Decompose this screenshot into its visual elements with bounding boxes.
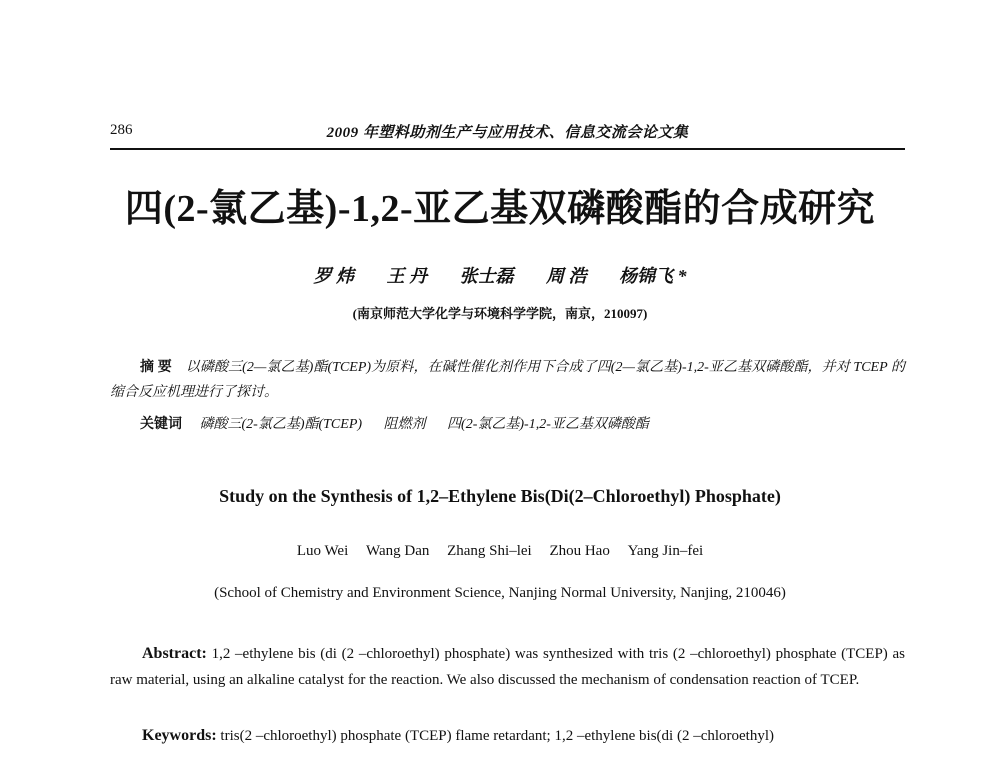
running-head: 2009 年塑料助剂生产与应用技术、信息交流会论文集 (326, 125, 689, 141)
chinese-authors (0, 262, 1000, 288)
english-abstract (110, 641, 905, 693)
page-header (110, 118, 905, 150)
english-affiliation: (School of Chemistry and Environment Science, Nanjing Normal University, Nanjing, 210046) (214, 585, 786, 601)
cn-author: 罗 炜 (313, 266, 354, 286)
cn-author: 张士磊 (459, 266, 514, 286)
en-abstract-label: Abstract: (142, 645, 207, 662)
en-abstract-text: 1,2 –ethylene bis (di (2 –chloroethyl) phosphate) was synthesized with tris (2 –chloroethyl) phosphate (TCEP) as raw material, using an alkaline catalyst for the reaction. We also discussed the mechanism of condensation reaction of TCEP. (110, 646, 905, 688)
en-author: Wang Dan (366, 543, 430, 559)
cn-abstract-text: 以磷酸三(2—氯乙基)酯(TCEP)为原料，在碱性催化剂作用下合成了四(2—氯乙基)-1,2-亚乙基双磷酸酯，并对 TCEP 的缩合反应机理进行了探讨。 (110, 360, 905, 400)
en-author: Zhou Hao (549, 543, 610, 559)
page-number: 286 (110, 122, 133, 138)
en-author: Zhang Shi–lei (447, 543, 532, 559)
cn-abstract-label: 摘 要 (140, 360, 172, 375)
cn-author: 周 浩 (546, 266, 587, 286)
en-keywords-text: tris(2 –chloroethyl) phosphate (TCEP) flame retardant; 1,2 –ethylene bis(di (2 –chloroethyl) (220, 728, 774, 744)
en-author: Yang Jin–fei (627, 543, 704, 559)
en-author: Luo Wei (296, 543, 349, 559)
cn-keywords-label: 关键词 (140, 417, 182, 432)
chinese-abstract (110, 355, 905, 405)
chinese-affiliation: (南京师范大学化学与环境科学学院，南京，210097) (352, 306, 648, 321)
en-keywords-label: Keywords: (142, 727, 217, 744)
english-keywords (110, 727, 905, 745)
chinese-keywords (140, 413, 905, 433)
cn-keyword: 磷酸三(2-氯乙基)酯(TCEP) (199, 417, 363, 432)
chinese-title: 四(2-氯乙基)-1,2-亚乙基双磷酸酯的合成研究 (124, 188, 876, 230)
english-authors (0, 543, 1000, 560)
cn-keyword: 阻燃剂 (383, 417, 426, 432)
cn-author: 王 丹 (386, 266, 427, 286)
english-title: Study on the Synthesis of 1,2–Ethylene Bis(Di(2–Chloroethyl) Phosphate) (219, 486, 781, 506)
cn-keyword: 四(2-氯乙基)-1,2-亚乙基双磷酸酯 (447, 417, 649, 432)
cn-author: 杨锦飞 * (619, 266, 687, 286)
